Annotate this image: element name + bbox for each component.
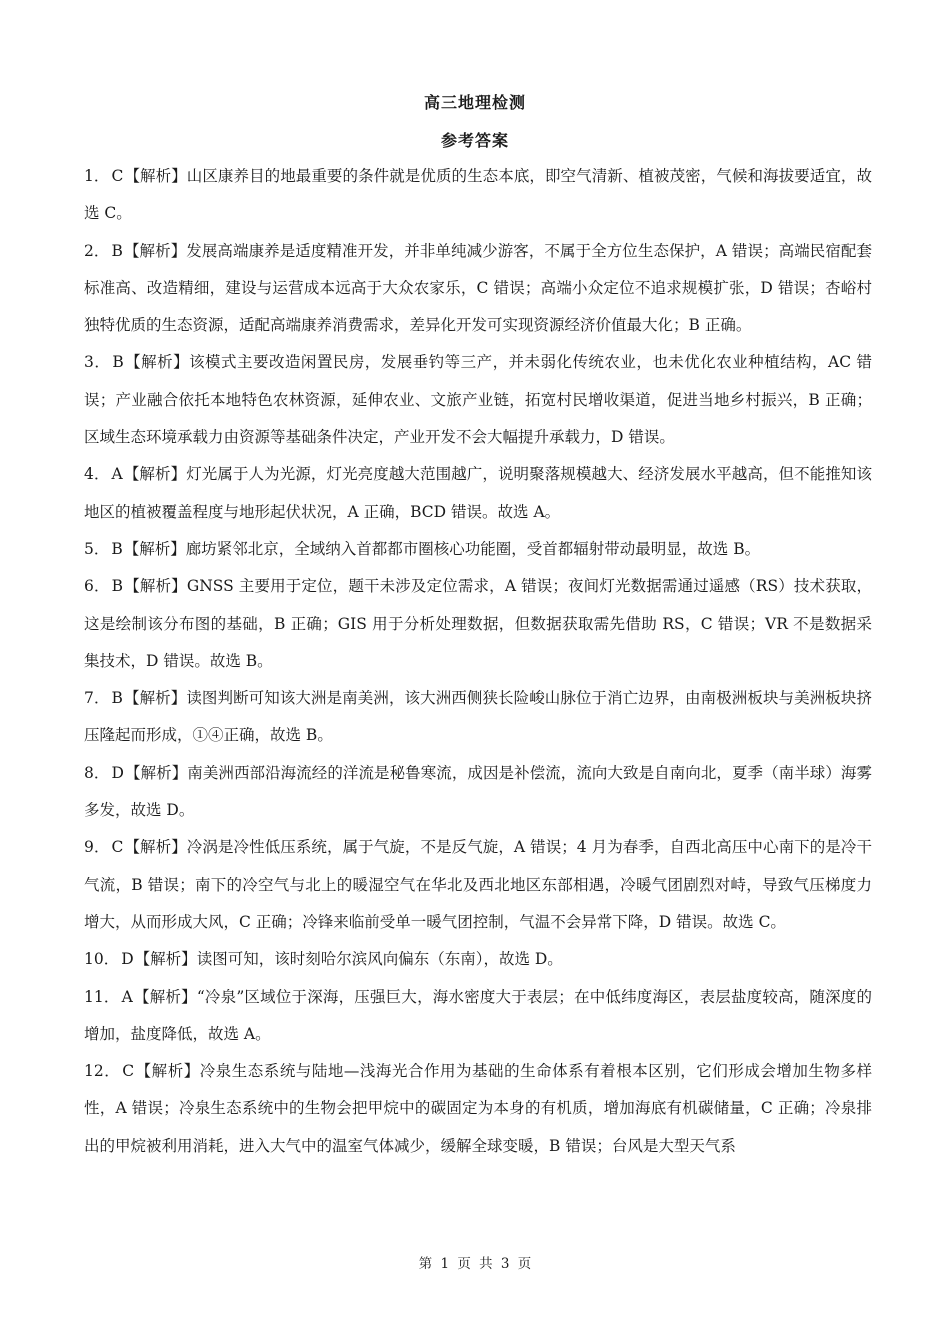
answer-number: 9． [84, 838, 110, 857]
answer-item [84, 1053, 872, 1165]
answer-choice: C [111, 838, 124, 857]
analysis-text: “冷泉”区域位于深海，压强巨大，海水密度大于表层；在中低纬度海区，表层盐度较高，随深度的增加，盐度降低，故选 A。 [84, 987, 872, 1043]
analysis-text: 灯光属于人为光源，灯光亮度越大范围越广，说明聚落规模越大、经济发展水平越高，但不能推知该地区的植被覆盖程度与地形起伏状况，A 正确，BCD 错误。故选 A。 [84, 465, 872, 521]
analysis-text: GNSS 主要用于定位，题干未涉及定位需求，A 错误；夜间灯光数据需通过遥感（RS）技术获取，这是绘制该分布图的基础，B 正确；GIS 用于分析处理数据，但数据获取需先借助 RS，C 错误；VR 不是数据采集技术，D 错误。故选 B。 [84, 577, 872, 670]
analysis-text: 冷泉生态系统与陆地—浅海光合作用为基础的生命体系有着根本区别，它们形成会增加生物多样性，A 错误；冷泉生态系统中的生物会把甲烷中的碳固定为本身的有机质，增加海底有机碳储量，C 正确；冷泉排出的甲烷被利用消耗，进入大气中的温室气体减少，缓解全球变暖，B 错误；台风是大型天气系 [84, 1062, 872, 1155]
answer-choice: B [111, 539, 123, 558]
analysis-tag: 【解析】 [123, 539, 186, 558]
document-subtitle: 参考答案 [440, 131, 509, 150]
answer-item [84, 755, 872, 830]
analysis-text: 该模式主要改造闲置民房，发展垂钓等三产，并未弱化传统农业，也未优化农业种植结构，AC 错误；产业融合依托本地特色农林资源，延伸农业、文旅产业链，拓宽村民增收渠道，促进当地乡村振兴，B 正确；区域生态环境承载力由资源等基础条件决定，产业开发不会大幅提升承载力，D 错误。 [84, 353, 872, 447]
analysis-text: 发展高端康养是适度精准开发，并非单纯减少游客，不属于全方位生态保护，A 错误；高端民宿配套标准高、改造精细，建设与运营成本远高于大众农家乐，C 错误；高端小众定位不追求规模扩张，D 错误；杏峪村独特优质的生态资源，适配高端康养消费需求，差异化开发可实现资源经济价值最大化；B 正确。 [84, 241, 872, 335]
analysis-text: 读图判断可知该大洲是南美洲，该大洲西侧狭长险峻山脉位于消亡边界，由南极洲板块与美洲板块挤压隆起而形成，①④正确，故选 B。 [84, 689, 872, 745]
answer-item [84, 456, 872, 531]
answer-number: 3． [84, 353, 111, 372]
analysis-tag: 【解析】 [124, 167, 187, 185]
analysis-text: 廊坊紧邻北京，全域纳入首都都市圈核心功能圈，受首都辐射带动最明显，故选 B。 [185, 539, 761, 558]
answer-number: 12． [84, 1062, 121, 1081]
analysis-text: 南美洲西部沿海流经的洋流是秘鲁寒流，成因是补偿流，流向大致是自南向北，夏季（南半球）海雾多发，故选 D。 [84, 763, 872, 820]
answer-item [84, 979, 872, 1054]
answer-choice: B [112, 353, 124, 372]
page-footer: 第 1 页 共 3 页 [418, 1256, 532, 1272]
analysis-tag: 【解析】 [135, 1062, 200, 1081]
answer-choice: A [111, 465, 123, 484]
analysis-tag: 【解析】 [123, 241, 187, 260]
analysis-tag: 【解析】 [124, 838, 187, 857]
analysis-text: 山区康养目的地最重要的条件就是优质的生态本底，即空气清新、植被茂密，气候和海拔要适宜，故选 C。 [84, 167, 872, 223]
analysis-tag: 【解析】 [123, 689, 187, 708]
answer-item [84, 233, 872, 345]
answer-choice: A [121, 987, 133, 1006]
answer-number: 2． [84, 241, 110, 260]
answer-item [84, 568, 872, 680]
analysis-tag: 【解析】 [124, 577, 187, 596]
analysis-text: 读图可知，该时刻哈尔滨风向偏东（东南），故选 D。 [196, 950, 563, 969]
answer-number: 11． [84, 987, 120, 1006]
answer-item [84, 344, 872, 456]
answer-choice: B [111, 577, 124, 596]
answer-item [84, 941, 872, 978]
answer-choice: D [111, 763, 124, 782]
answer-number: 6． [84, 577, 110, 596]
answer-item [84, 680, 872, 755]
analysis-text: 冷涡是冷性低压系统，属于气旋，不是反气旋，A 错误；4 月为春季，自西北高压中心南下的是冷干气流，B 错误；南下的冷空气与北上的暖湿空气在华北及西北地区东部相遇，冷暖气团剧烈对峙，导致气压梯度力增大，从而形成大风，C 正确；冷锋来临前受单一暖气团控制，气温不会异常下降，D 错误。故选 C。 [84, 838, 872, 931]
analysis-tag: 【解析】 [124, 763, 188, 782]
answer-number: 10． [84, 950, 120, 969]
analysis-tag: 【解析】 [124, 353, 190, 372]
analysis-tag: 【解析】 [123, 465, 187, 484]
answer-number: 4． [84, 465, 110, 484]
answer-choice: C [111, 167, 124, 185]
answer-choice: D [121, 950, 134, 969]
answer-number: 8． [84, 763, 110, 782]
answer-number: 5． [84, 539, 110, 558]
document-title: 高三地理检测 [423, 93, 526, 112]
analysis-tag: 【解析】 [133, 987, 197, 1006]
answer-choice: C [122, 1062, 135, 1081]
answer-choice: B [111, 689, 123, 708]
answer-choice: B [111, 241, 123, 260]
answer-number: 7． [84, 689, 110, 708]
answer-item [84, 829, 872, 941]
answer-item [84, 531, 872, 568]
answer-item [84, 158, 872, 233]
analysis-tag: 【解析】 [134, 950, 197, 969]
answer-list [84, 158, 872, 1165]
answer-number: 1． [84, 167, 110, 185]
